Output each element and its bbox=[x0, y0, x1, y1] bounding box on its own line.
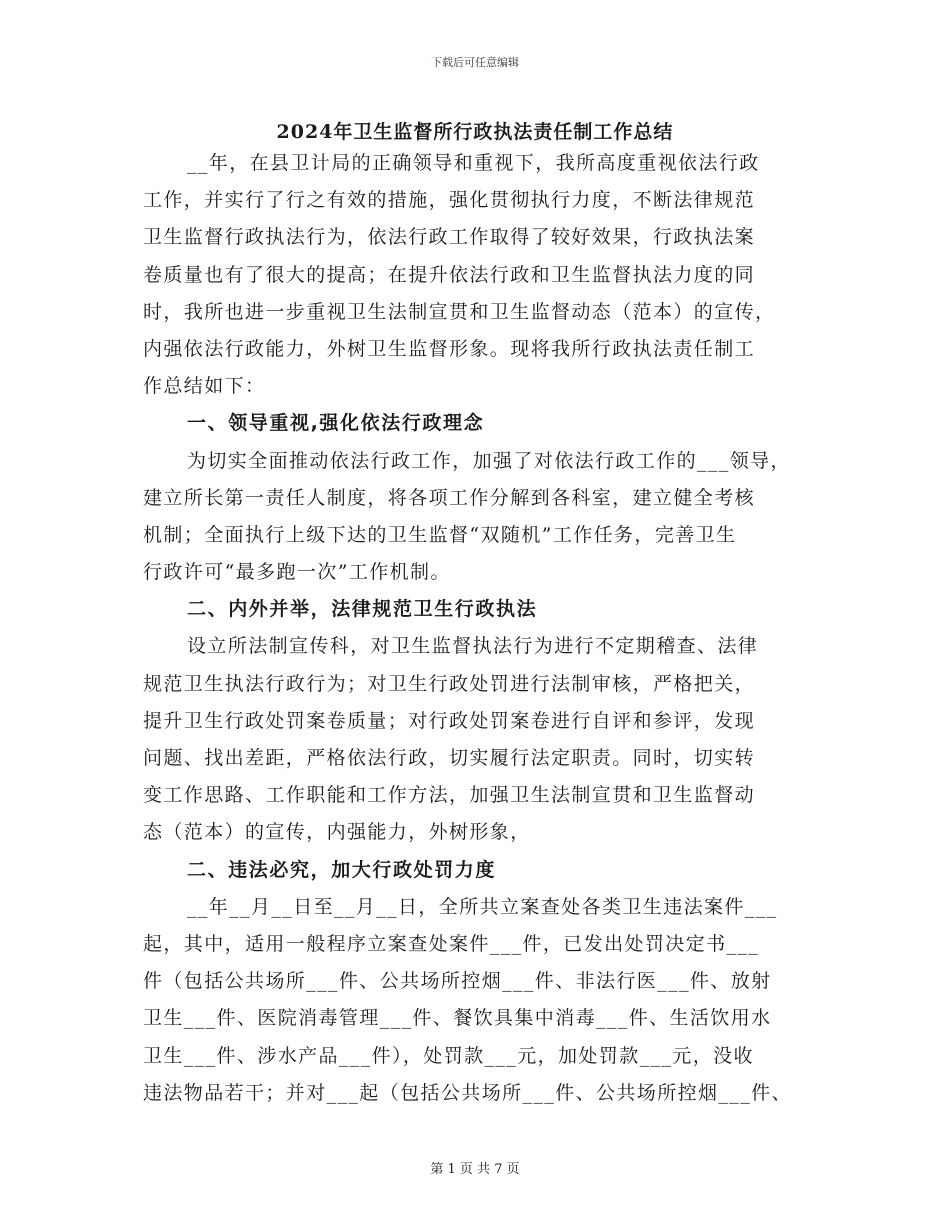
paragraph-line: 卷质量也有了很大的提高；在提升依法行政和卫生监督执法力度的同 bbox=[143, 263, 756, 286]
section-heading: 二、违法必究，加大行政处罚力度 bbox=[187, 858, 497, 881]
paragraph-line: 机制；全面执行上级下达的卫生监督“双随机”工作任务，完善卫生 bbox=[143, 523, 737, 546]
paragraph-line: 建立所长第一责任人制度，将各项工作分解到各科室，建立健全考核 bbox=[143, 486, 756, 509]
paragraph-line: 规范卫生执法行政行为；对卫生行政处罚进行法制审核，严格把关， bbox=[143, 672, 756, 695]
paragraph-line: 提升卫生行政处罚案卷质量；对行政处罚案卷进行自评和参评，发现 bbox=[143, 709, 756, 732]
section-heading: 二、内外并举，法律规范卫生行政执法 bbox=[187, 598, 538, 621]
header-note: 下载后可任意编辑 bbox=[431, 56, 519, 69]
paragraph-line: 卫生监督行政执法行为，依法行政工作取得了较好效果，行政执法案 bbox=[143, 226, 756, 249]
paragraph-line: 时，我所也进一步重视卫生法制宣贯和卫生监督动态（范本）的宣传， bbox=[143, 300, 776, 323]
paragraph-line: 卫生___件、涉水产品___件），处罚款___元，加处罚款___元，没收 bbox=[143, 1044, 754, 1067]
paragraph-line: 工作，并实行了行之有效的措施，强化贯彻执行力度，不断法律规范 bbox=[143, 189, 756, 212]
page-number: 第 1 页 共 7 页 bbox=[430, 1162, 520, 1177]
paragraph-line: 违法物品若干；并对___起（包括公共场所___件、公共场所控烟___件、 bbox=[143, 1081, 792, 1104]
paragraph-line: 内强依法行政能力，外树卫生监督形象。现将我所行政执法责任制工 bbox=[143, 337, 756, 360]
document-title: 2024年卫生监督所行政执法责任制工作总结 bbox=[276, 121, 674, 143]
paragraph-line: 作总结如下： bbox=[143, 375, 266, 398]
paragraph-line: 问题、找出差距，严格依法行政，切实履行法定职责。同时，切实转 bbox=[143, 747, 756, 769]
paragraph-line: __年__月__日至__月__日，全所共立案查处各类卫生违法案件___ bbox=[187, 895, 778, 918]
paragraph-line: 设立所法制宣传科，对卫生监督执法行为进行不定期稽查、法律 bbox=[187, 635, 759, 658]
paragraph-line: 行政许可“最多跑一次”工作机制。 bbox=[143, 561, 451, 584]
paragraph-line: 卫生___件、医院消毒管理___件、餐饮具集中消毒___件、生活饮用水 bbox=[143, 1007, 772, 1030]
paragraph-line: 态（范本）的宣传，内强能力，外树形象， bbox=[143, 821, 531, 844]
paragraph-line: 起，其中，适用一般程序立案查处案件___件，已发出处罚决定书___ bbox=[143, 932, 760, 955]
paragraph-line: 变工作思路、工作职能和工作方法，加强卫生法制宣贯和卫生监督动 bbox=[143, 784, 756, 807]
document-body bbox=[143, 145, 823, 1112]
paragraph-line: __年，在县卫计局的正确领导和重视下，我所高度重视依法行政 bbox=[187, 152, 760, 174]
section-heading: 一、领导重视,强化依法行政理念 bbox=[187, 412, 485, 435]
paragraph-line: 为切实全面推动依法行政工作，加强了对依法行政工作的___领导， bbox=[187, 449, 791, 472]
paragraph-line: 件（包括公共场所___件、公共场所控烟___件、非法行医___件、放射 bbox=[143, 970, 772, 993]
